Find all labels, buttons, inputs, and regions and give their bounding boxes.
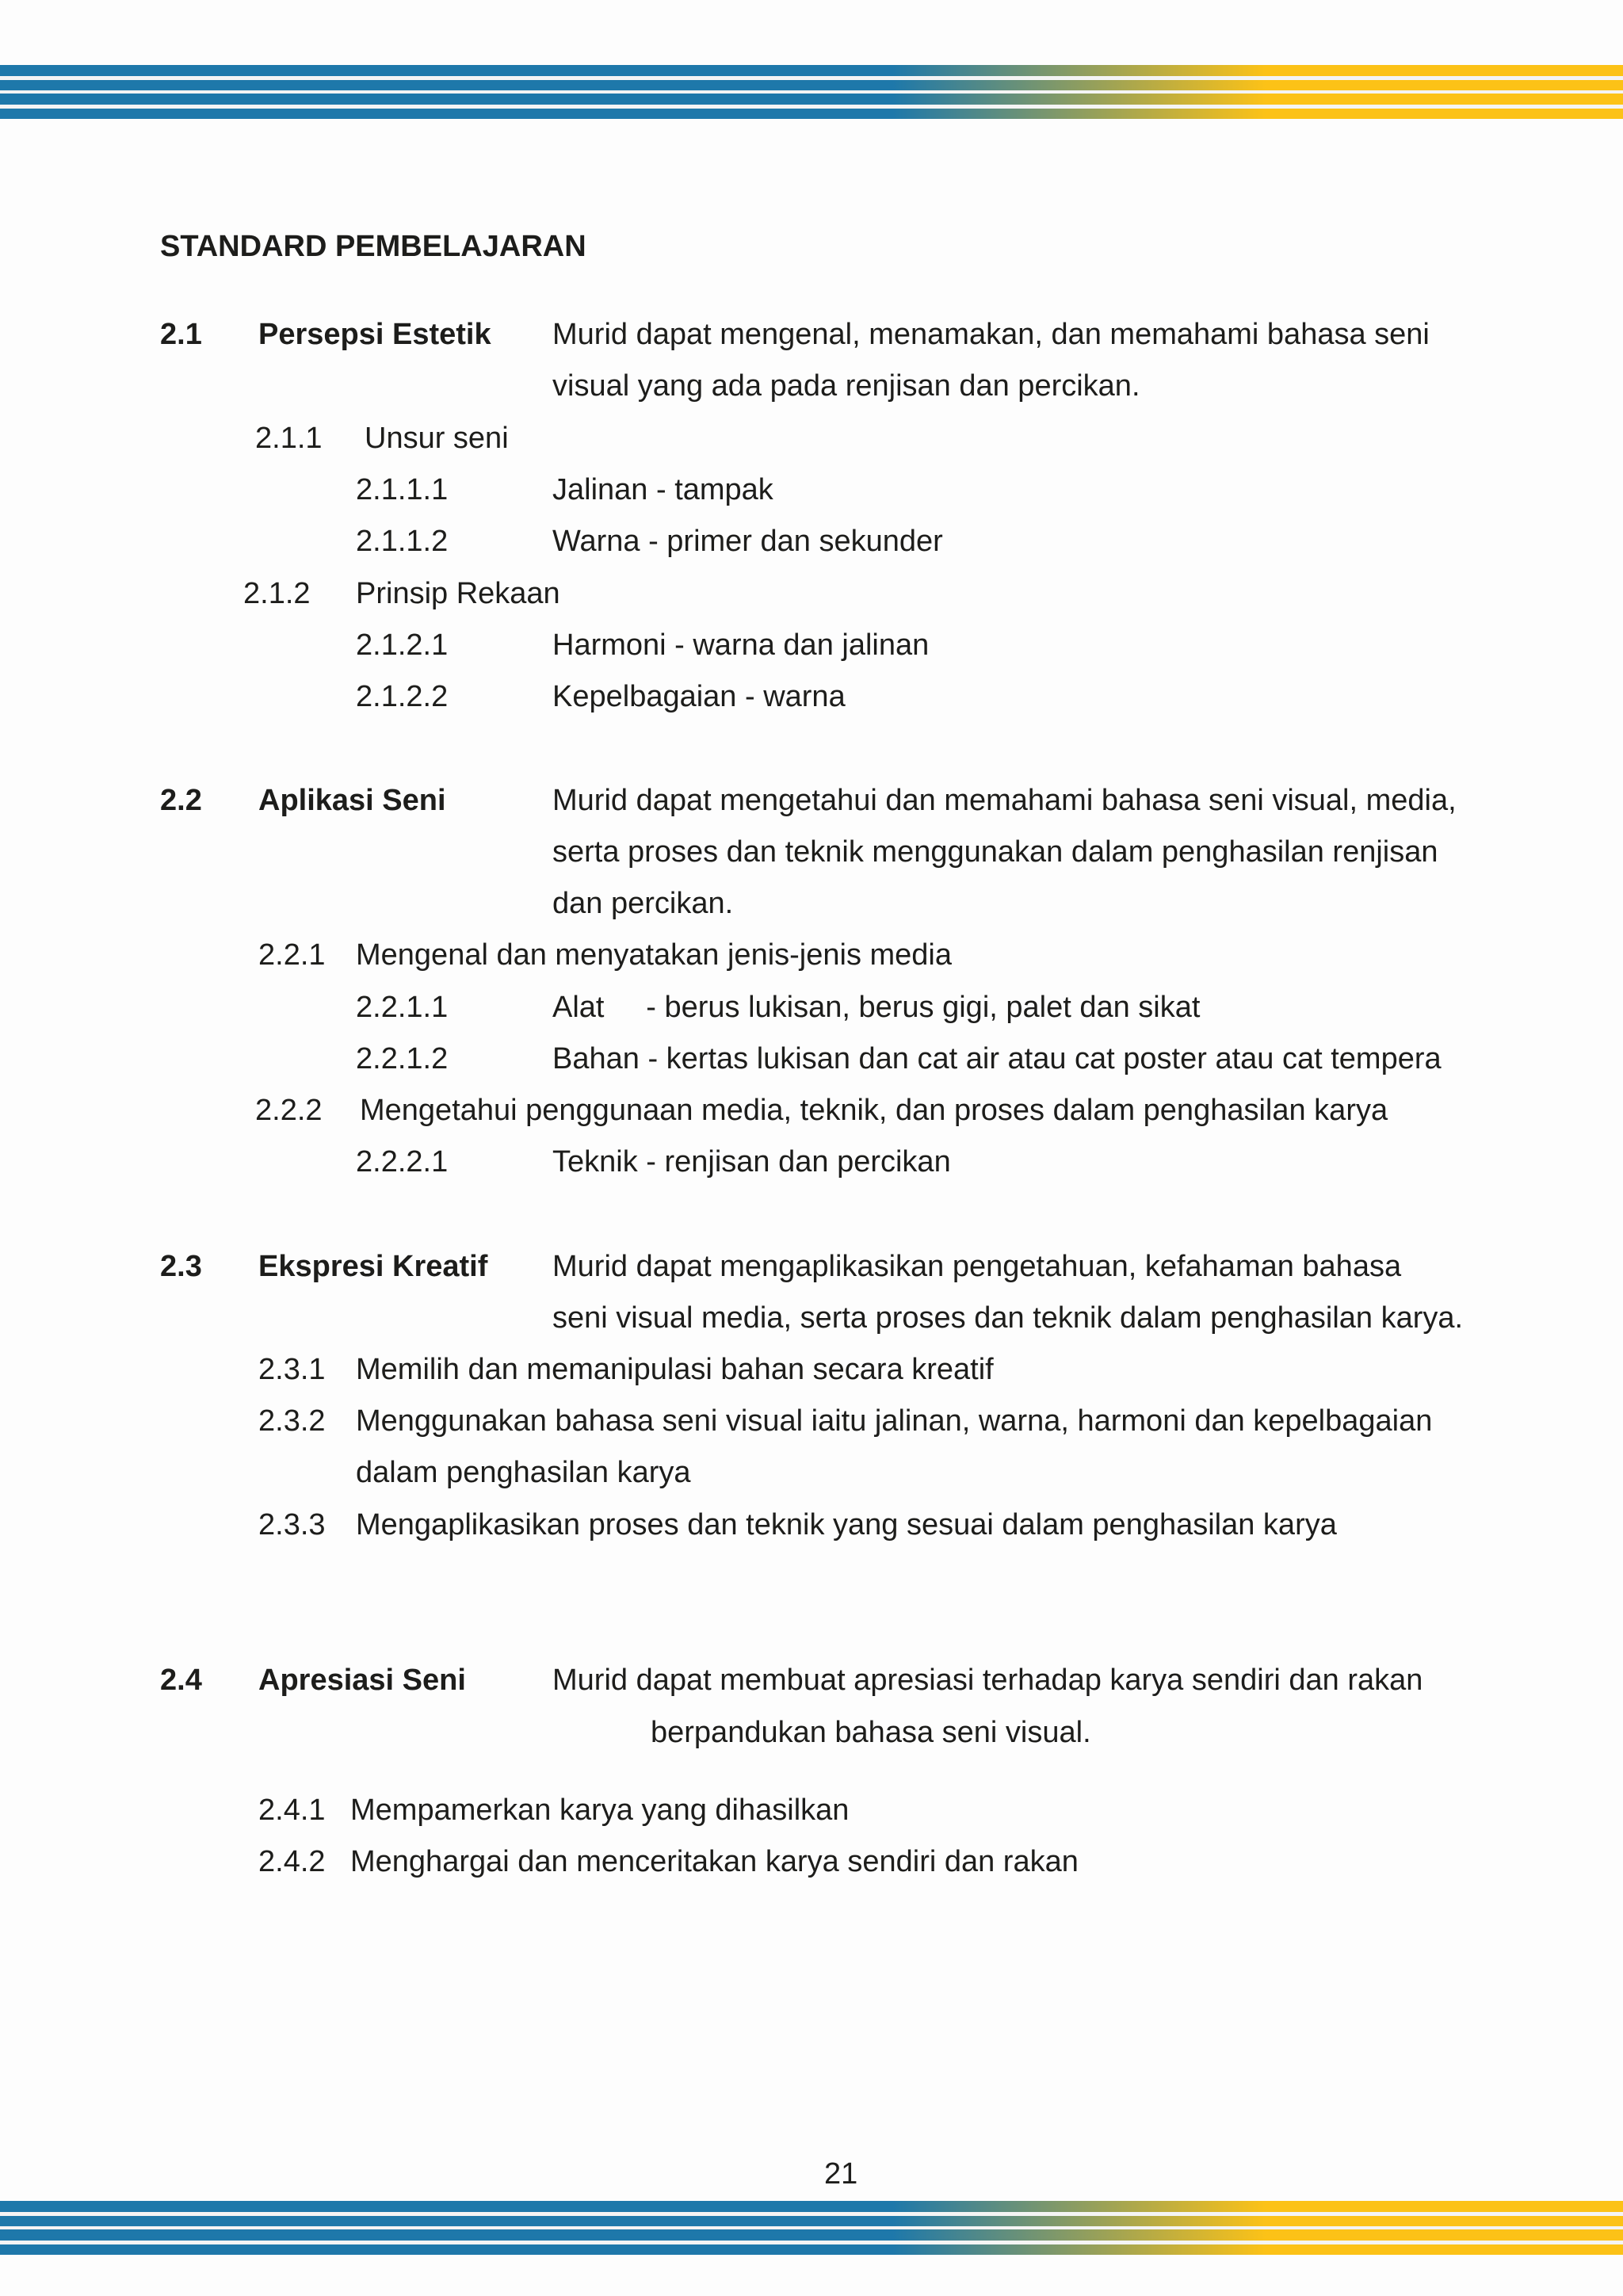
item-number: 2.3.3 (258, 1508, 326, 1541)
subitem-number: 2.1.1.2 (356, 525, 449, 558)
subitem-number: 2.2.1.1 (356, 991, 449, 1024)
item-number: 2.2.1 (258, 938, 326, 972)
section-number: 2.2 (160, 784, 202, 817)
page-heading: STANDARD PEMBELAJARAN (160, 230, 586, 263)
item-text: Memilih dan memanipulasi bahan secara kreatif (356, 1353, 994, 1386)
section-description-line: berpandukan bahasa seni visual. (651, 1716, 1091, 1749)
item-text: Mengaplikasikan proses dan teknik yang sesuai dalam penghasilan karya (356, 1508, 1337, 1541)
header-band-decoration (0, 63, 1623, 120)
section-number: 2.4 (160, 1664, 202, 1697)
subitem-text: Jalinan - tampak (552, 473, 773, 506)
subitem-text: Kepelbagaian - warna (552, 680, 846, 713)
section-description-line: Murid dapat membuat apresiasi terhadap karya sendiri dan rakan (552, 1664, 1423, 1697)
section-description-line: Murid dapat mengenal, menamakan, dan memahami bahasa seni (552, 318, 1430, 351)
subitem-number: 2.1.2.2 (356, 680, 449, 713)
subitem-text: Warna - primer dan sekunder (552, 525, 943, 558)
item-text: Mengetahui penggunaan media, teknik, dan proses dalam penghasilan karya (360, 1094, 1388, 1127)
subitem-text: Alat - berus lukisan, berus gigi, palet dan sikat (552, 991, 1201, 1024)
section-description-line: Murid dapat mengaplikasikan pengetahuan, kefahaman bahasa (552, 1250, 1402, 1283)
item-text: Menghargai dan menceritakan karya sendiri dan rakan (350, 1845, 1079, 1878)
item-text: Prinsip Rekaan (356, 577, 560, 610)
item-number: 2.1.2 (243, 577, 311, 610)
section-title: Apresiasi Seni (258, 1664, 466, 1697)
subitem-number: 2.2.1.2 (356, 1042, 449, 1075)
item-number: 2.4.2 (258, 1845, 326, 1878)
item-text: Unsur seni (365, 422, 509, 455)
section-description-line: Murid dapat mengetahui dan memahami bahasa seni visual, media, (552, 784, 1457, 817)
item-number: 2.3.1 (258, 1353, 326, 1386)
section-title: Ekspresi Kreatif (258, 1250, 488, 1283)
section-description-line: dan percikan. (552, 887, 734, 920)
item-text: Menggunakan bahasa seni visual iaitu jalinan, warna, harmoni dan kepelbagaian (356, 1404, 1433, 1438)
section-description-line: visual yang ada pada renjisan dan percikan. (552, 369, 1140, 403)
section-description-line: seni visual media, serta proses dan teknik dalam penghasilan karya. (552, 1301, 1464, 1335)
section-title: Aplikasi Seni (258, 784, 446, 817)
item-text-continued: dalam penghasilan karya (356, 1456, 691, 1489)
section-title: Persepsi Estetik (258, 318, 491, 351)
footer-band-decoration (0, 2199, 1623, 2256)
subitem-text: Harmoni - warna dan jalinan (552, 628, 930, 662)
item-number: 2.1.1 (255, 422, 323, 455)
item-number: 2.3.2 (258, 1404, 326, 1438)
subitem-number: 2.1.1.1 (356, 473, 449, 506)
item-text: Mengenal dan menyatakan jenis-jenis media (356, 938, 953, 972)
section-description-line: serta proses dan teknik menggunakan dalam penghasilan renjisan (552, 835, 1438, 869)
item-text: Mempamerkan karya yang dihasilkan (350, 1794, 850, 1827)
subitem-text: Teknik - renjisan dan percikan (552, 1145, 951, 1179)
section-number: 2.3 (160, 1250, 202, 1283)
subitem-number: 2.1.2.1 (356, 628, 449, 662)
item-number: 2.2.2 (255, 1094, 323, 1127)
subitem-text: Bahan - kertas lukisan dan cat air atau cat poster atau cat tempera (552, 1042, 1442, 1075)
item-number: 2.4.1 (258, 1794, 326, 1827)
subitem-number: 2.2.2.1 (356, 1145, 449, 1179)
section-number: 2.1 (160, 318, 202, 351)
page-number: 21 (824, 2157, 858, 2191)
